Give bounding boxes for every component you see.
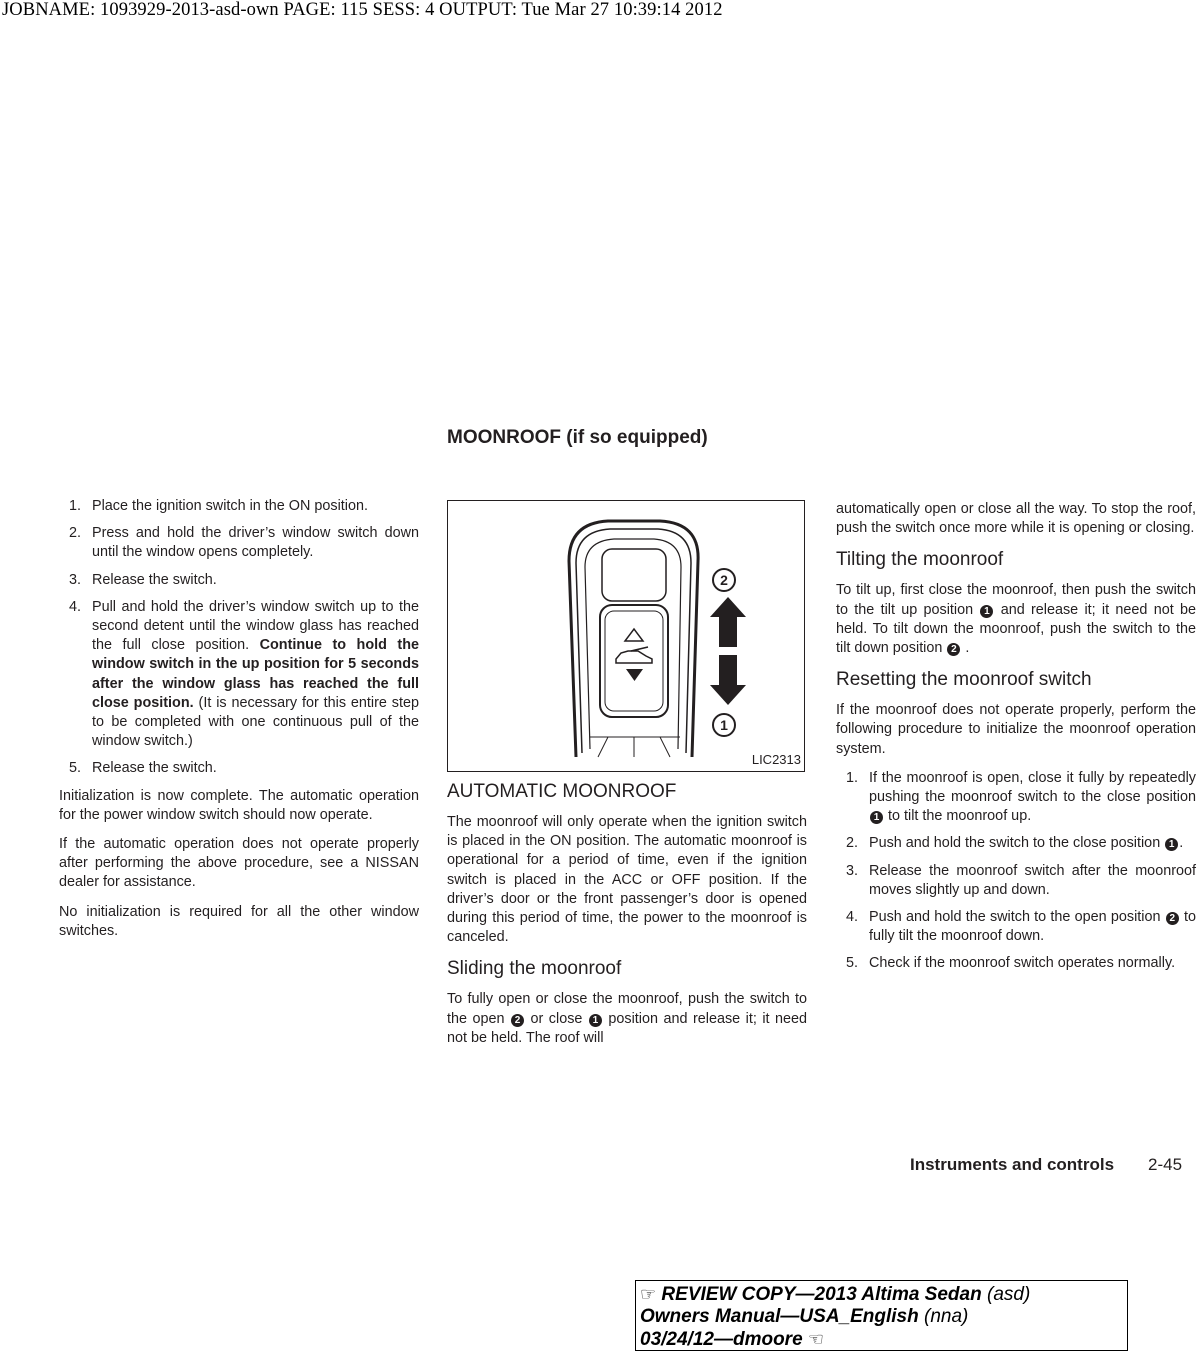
- pointing-hand-left-icon: ☜: [807, 1329, 825, 1349]
- callout-2-icon: 2: [947, 643, 960, 656]
- step-text-part: Pull and hold the driver’s window switch up to the second detent until the window glass has reached the full close position.: [92, 598, 419, 654]
- heading-automatic-moonroof: AUTOMATIC MOONROOF: [447, 781, 677, 802]
- callout-2-label: 2: [720, 572, 728, 588]
- review-market-code: (nna): [918, 1306, 969, 1327]
- list-item: [836, 954, 1196, 973]
- list-item: [836, 769, 1196, 827]
- text-part: and release it; it need not be held. To tilt down the moonroof, push the switch to the tilt down position: [836, 601, 1196, 657]
- callout-1-label: 1: [720, 717, 728, 733]
- paragraph: [836, 581, 1196, 658]
- list-item: [59, 759, 419, 778]
- step-text: Place the ignition switch in the ON position.: [92, 498, 368, 514]
- paragraph: If the automatic operation does not operate properly after performing the above procedure, see a NISSAN dealer for assistance.: [59, 836, 419, 891]
- text-part: position and release it; it need not be held. The roof will: [447, 1010, 808, 1046]
- init-steps-list: [59, 497, 419, 779]
- review-line-2: [640, 1306, 1123, 1328]
- callout-1-icon: 1: [980, 605, 993, 618]
- step-text: [869, 769, 1196, 827]
- step-number: 3.: [846, 862, 859, 879]
- callout-1-icon: 1: [1165, 838, 1178, 851]
- heading-tilting: Tilting the moonroof: [836, 549, 1004, 571]
- text-part: or close: [530, 1010, 583, 1027]
- step-text: Check if the moonroof switch operates normally.: [869, 955, 1176, 972]
- step-text: [92, 598, 419, 752]
- column-middle: [447, 500, 807, 1058]
- callout-1-icon: 1: [589, 1014, 602, 1027]
- step-text: Release the moonroof switch after the moonroof moves slightly up and down.: [869, 862, 1196, 898]
- list-item: [836, 834, 1196, 853]
- step-number: 4.: [69, 598, 82, 615]
- review-line-1: [640, 1283, 1123, 1306]
- text-part: Push and hold the switch to the open position: [869, 909, 1161, 926]
- review-model-code: (asd): [981, 1284, 1031, 1305]
- paragraph: [447, 990, 807, 1048]
- paragraph: The moonroof will only operate when the ignition switch is placed in the ON position. The automatic moonroof is operational for a period of time, even if the ignition switch is placed in the ACC or OFF position. If the driver’s door or the front passenger’s door is opened during this period of time, the power to the moonroof is canceled.: [447, 814, 807, 946]
- heading-sliding: Sliding the moonroof: [447, 958, 622, 980]
- step-emphasis: Continue to hold the window switch in the up position for 5 seconds after the window glass has reached the full close position.: [92, 637, 420, 711]
- review-line-3: [640, 1328, 1123, 1351]
- step-number: 2.: [69, 525, 82, 542]
- reset-steps-list: [836, 769, 1196, 974]
- step-number: 1.: [69, 498, 82, 514]
- heading-resetting: Resetting the moonroof switch: [836, 669, 1092, 691]
- list-item: [59, 598, 419, 752]
- paragraph: Initialization is now complete. The automatic operation for the power window switch should now operate.: [59, 787, 419, 823]
- pointing-hand-right-icon: ☞: [640, 1284, 657, 1304]
- text-part: to tilt the moonroof up.: [888, 808, 1032, 825]
- paragraph: No initialization is required for all the other window switches.: [59, 903, 419, 939]
- list-item: [59, 524, 419, 562]
- column-right: [836, 500, 1196, 982]
- text-part: .: [1179, 835, 1184, 852]
- step-number: 3.: [69, 571, 82, 588]
- moonroof-switch-illustration: [448, 501, 806, 773]
- column-left: [59, 497, 419, 951]
- review-model: 2013 Altima Sedan: [814, 1284, 982, 1305]
- list-item: [836, 908, 1196, 946]
- step-text-part: (It is necessary for this entire step to be completed with one continuous pull of the window switch.): [92, 694, 419, 750]
- list-item: [59, 497, 419, 516]
- review-manual: Owners Manual—USA_English: [640, 1306, 919, 1327]
- step-text: Release the switch.: [92, 760, 217, 777]
- callout-1-icon: 1: [870, 811, 883, 824]
- paragraph: automatically open or close all the way. To stop the roof, push the switch once more while it is opening or closing.: [836, 501, 1196, 537]
- job-header-line: JOBNAME: 1093929-2013-asd-own PAGE: 115 SESS: 4 OUTPUT: Tue Mar 27 10:39:14 2012: [2, 0, 723, 20]
- review-date-author: 03/24/12—dmoore: [640, 1329, 803, 1350]
- figure-code: LIC2313: [751, 751, 801, 767]
- step-number: 2.: [846, 835, 859, 852]
- text-part: To tilt up, first close the moonroof, then push the switch to the tilt up position: [836, 582, 1196, 618]
- text-part: to fully tilt the moonroof down.: [869, 909, 1196, 945]
- step-number: 1.: [846, 769, 859, 786]
- list-item: [59, 571, 419, 590]
- page-number: 2-45: [1148, 1155, 1183, 1174]
- review-label: REVIEW COPY—: [661, 1284, 815, 1305]
- callout-2-icon: 2: [1166, 912, 1179, 925]
- step-text: Press and hold the driver’s window switch down until the window opens completely.: [92, 525, 419, 561]
- section-title: MOONROOF (if so equipped): [447, 427, 708, 448]
- step-text: Release the switch.: [92, 571, 217, 588]
- moonroof-switch-figure: [447, 500, 805, 772]
- step-text: [869, 834, 1196, 853]
- text-part: To fully open or close the moonroof, push the switch to the open: [447, 991, 807, 1027]
- paragraph: If the moonroof does not operate properly, perform the following procedure to initialize the moonroof operation system.: [836, 702, 1196, 757]
- review-copy-box: [635, 1280, 1128, 1351]
- step-number: 4.: [846, 909, 859, 926]
- text-part: Push and hold the switch to the close position: [869, 835, 1161, 852]
- text-part: .: [965, 640, 970, 657]
- text-part: If the moonroof is open, close it fully by repeatedly pushing the moonroof switch to the close position: [869, 769, 1196, 806]
- step-number: 5.: [69, 760, 82, 777]
- step-number: 5.: [846, 955, 859, 972]
- list-item: [836, 862, 1196, 900]
- step-text: [869, 908, 1196, 946]
- footer-section-label: Instruments and controls: [910, 1155, 1115, 1174]
- callout-2-icon: 2: [511, 1014, 524, 1027]
